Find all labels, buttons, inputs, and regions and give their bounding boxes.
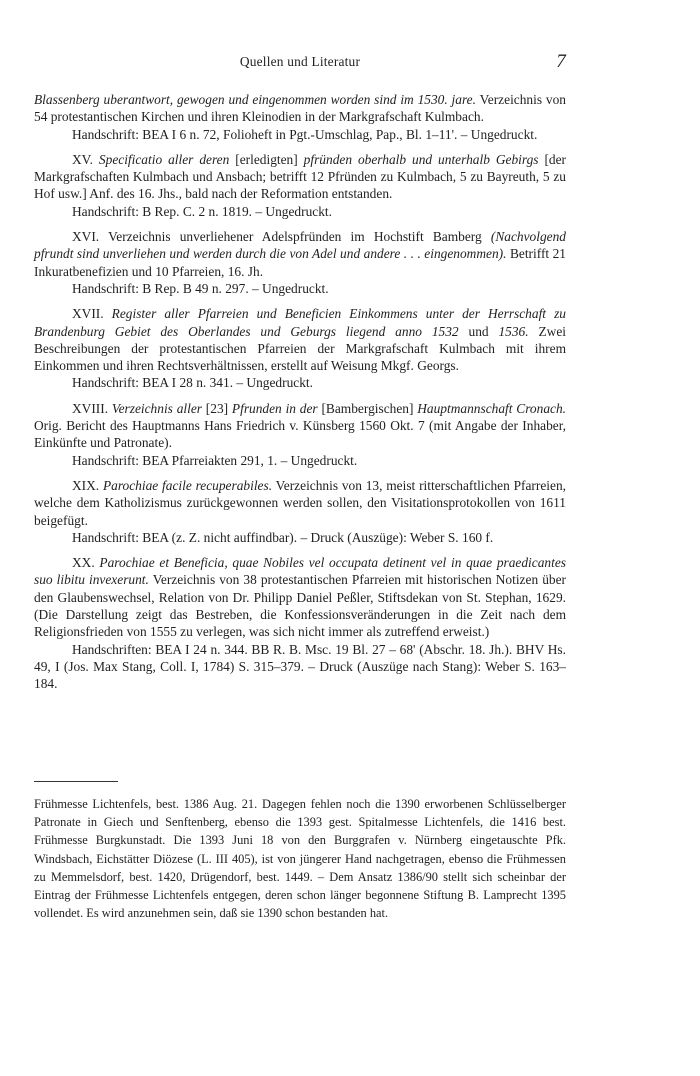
title-italic: Blassenberg uberantwort, gewogen und eingenommen worden sind im 1530. jare.: [34, 92, 476, 107]
text-run: Verzeichnis von 13, meist ritterschaftlichen Pfarreien, welche dem Katholizismus zurückgewonnen werden sollen, den Visitationsprotokollen von 1611 beigefügt.: [34, 477, 566, 528]
text-run: Betrifft 21 Inkuratbenefizien und 10 Pfarreien, 16. Jh.: [34, 246, 566, 279]
manuscript-note: [34, 280, 566, 297]
running-header: [34, 52, 566, 76]
title-italic: Parochiae et Beneficia, quae Nobiles vel occupata detinent vel in quae praedicantes suo libitu invexerunt.: [34, 555, 566, 588]
title-italic: 1536.: [498, 323, 529, 339]
text-run: [erledigten]: [229, 151, 304, 167]
text-run: [Bambergischen]: [317, 400, 418, 416]
title-italic: Parochiae facile recuperabiles.: [102, 477, 273, 493]
text-run: und: [458, 323, 499, 339]
text-run: XVIII.: [72, 400, 112, 416]
text-run: XX.: [72, 555, 100, 571]
manuscript-note: [34, 203, 566, 220]
title-italic: Hauptmannschaft Cronach.: [417, 400, 566, 416]
text-run: Verzeichnis von 54 protestantischen Kirchen und ihren Kleinodien in der Markgrafschaft Kulmbach.: [34, 92, 567, 125]
title-italic: Register aller Pfarreien und Beneficien Einkommens unter der Herrschaft zu Brandenburg Gebiet des Oberlandes und Geburgs liegend anno 1532: [34, 306, 566, 339]
manuscript-note: [34, 529, 566, 546]
entry-xv: [34, 151, 566, 203]
text-run: XIX.: [72, 477, 103, 493]
running-title: Quellen und Literatur: [239, 54, 361, 69]
text-run: Handschrift: BEA (z. Z. nicht auffindbar). – Druck (Auszüge): Weber S. 160 f.: [72, 529, 494, 545]
text-run: [der Markgrafschaften Kulmbach und Ansbach; betrifft 12 Pfründen zu Kulmbach, 5 zu Bayreuth, 5 zu Hof usw.] Anf. des 16. Jhs., bald nach der Reformation entstanden.: [34, 151, 567, 202]
main-text: [34, 91, 566, 693]
text-run: Handschrift: BEA I 28 n. 341. – Ungedruckt.: [72, 375, 313, 391]
text-run: Handschrift: BEA Pfarreiakten 291, 1. – Ungedruckt.: [72, 452, 358, 468]
text-run: Verzeichnis von 38 protestantischen Pfarreien mit historischen Notizen über den Glaubenswechsel, Relation von Dr. Philipp Daniel Peßler, Stiftsdekan von St. Stephan, 1629. (Die Darstellung zeigt das Bestreben, die Konfessionsveränderungen in die Zeit nach dem Religionsfrieden von 1555 zu verlegen, was sich nicht immer als zutreffend erweist.): [34, 572, 566, 640]
text-run: Zwei Beschreibungen der protestantischen Pfarreien der Markgrafschaft Kulmbach mit ihrem Einkommen und ihren Rechtsverhältnissen, erstellt auf Weisung Mkgf. Georgs.: [34, 323, 566, 374]
title-italic: Pfrunden in der: [231, 400, 318, 416]
footnote: Frühmesse Lichtenfels, best. 1386 Aug. 21. Dagegen fehlen noch die 1390 erworbenen Schlüsselberger Patronate in Giech und Senftenberg, ebenso die 1393 gest. Spitalmesse Lichtenfels, die 1416 best. Frühmesse Burgkunstadt. Die 1393 Juni 18 von den Burggrafen v. Nürnberg eingetauschte Pfk. Windsbach, Eichstätter Diözese (L. III 405), ist von jüngerer Hand nachgetragen, ebenso die Frühmessen zu Memmelsdorf, best. 1420, Drügendorf, best. 1449. – Dem Ansatz 1386/90 stellt sich scheinbar der Eintrag der Frühmesse Lichtenfels entgegen, deren schon länger begonnene Stiftung B. Lamprecht 1395 vollendet. Es wird anzunehmen sein, daß sie 1390 schon bestanden hat.: [34, 797, 566, 921]
entry-xvi: [34, 228, 566, 280]
manuscript-note: [34, 374, 566, 391]
entry-xvii: [34, 305, 566, 374]
footnote-divider: [34, 781, 118, 782]
text-run: XVI. Verzeichnis unverliehener Adelspfründen im Hochstift Bamberg: [72, 229, 491, 245]
manuscript-note: [34, 126, 566, 143]
title-italic: pfründen oberhalb und unterhalb Gebirgs: [303, 151, 539, 167]
entry-xix: [34, 477, 566, 529]
title-italic: Specificatio aller deren: [98, 151, 230, 167]
text-run: Orig. Bericht des Hauptmanns Hans Friedrich v. Künsberg 1560 Okt. 7 (mit Angabe der Inhaber, Einkünfte und Patronate).: [34, 418, 566, 451]
text-run: XV.: [72, 151, 99, 167]
title-italic: (Nachvolgend pfrundt sind unverliehen und werden durch die von Adel und andere . . . eingenommen).: [34, 229, 566, 262]
page-number: 7: [556, 51, 566, 72]
manuscript-note: [34, 452, 566, 469]
entry-xviii: [34, 400, 566, 452]
title-italic: Verzeichnis aller: [111, 400, 202, 416]
text-run: Handschrift: B Rep. B 49 n. 297. – Ungedruckt.: [72, 280, 329, 296]
manuscript-note: [34, 641, 566, 693]
text-run: Handschrift: BEA I 6 n. 72, Folioheft in Pgt.-Umschlag, Pap., Bl. 1–11'. – Ungedruckt.: [72, 126, 538, 142]
text-run: Handschrift: B Rep. C. 2 n. 1819. – Ungedruckt.: [72, 203, 332, 219]
text-run: Handschriften: BEA I 24 n. 344. BB R. B. Msc. 19 Bl. 27 – 68' (Abschr. 18. Jh.). BHV Hs. 49, I (Jos. Max Stang, Coll. I, 1784) S. 315–379. – Druck (Auszüge nach Stang): Weber S. 163–184.: [34, 641, 566, 692]
text-run: XVII.: [72, 306, 112, 322]
entry-xx: [34, 554, 566, 640]
entry-continuation: [34, 91, 566, 126]
text-run: [23]: [201, 400, 232, 416]
